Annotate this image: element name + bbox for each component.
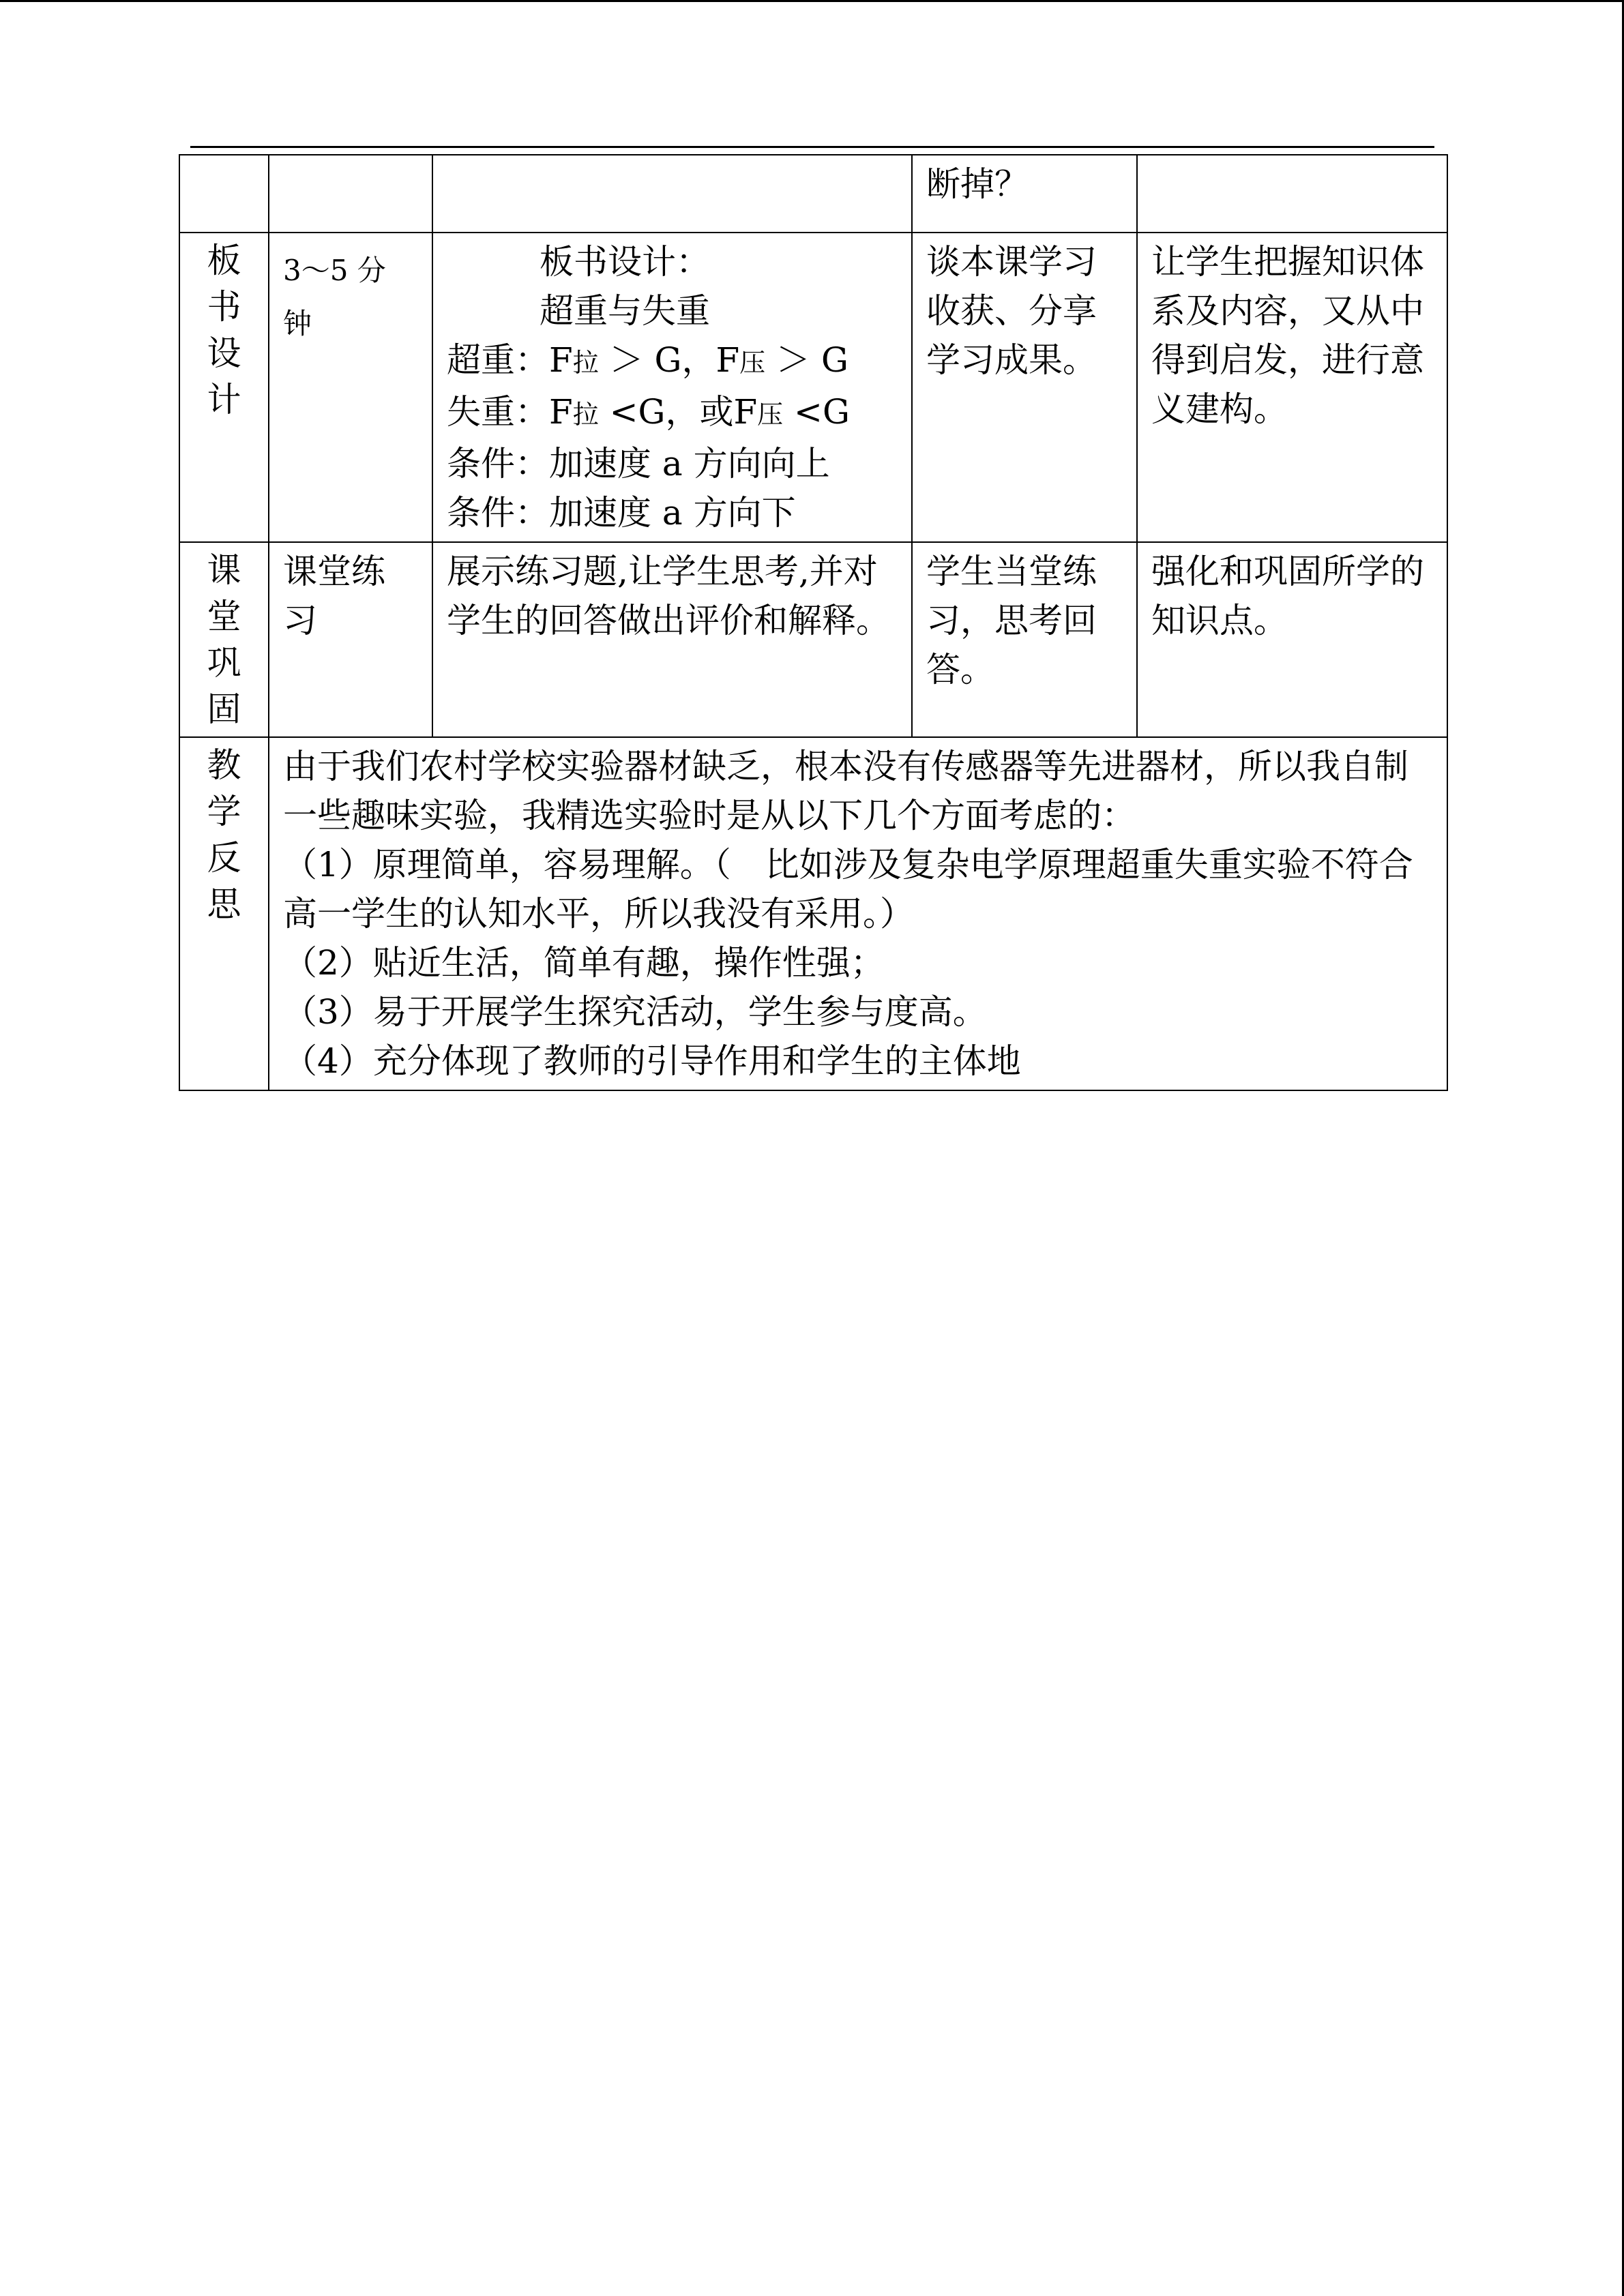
table-row-reflection xyxy=(179,737,1447,1090)
section-label-board-design: 板书设计 xyxy=(207,241,241,419)
cell-board-content xyxy=(432,233,912,542)
time-label: 课堂练习 xyxy=(283,552,385,640)
section-label-reflection: 教学反思 xyxy=(207,745,241,924)
cell-student-activity xyxy=(912,542,1137,737)
reflection-point-3: （3）易于开展学生探究活动，学生参与度高。 xyxy=(283,992,987,1032)
header-rule xyxy=(190,146,1434,148)
cell-reflection-content xyxy=(269,737,1447,1090)
design-intent-text: 让学生把握知识体系及内容，又从中得到启发，进行意义建构。 xyxy=(1151,242,1424,429)
reflection-paragraph-intro: 由于我们农村学校实验器材缺乏，根本没有传感器等先进器材，所以我自制一些趣味实验，我精选实验时是从以下几个方面考虑的： xyxy=(283,747,1408,835)
design-intent-text: 强化和巩固所学的知识点。 xyxy=(1151,552,1424,640)
cell-intent-empty xyxy=(1137,155,1447,233)
cell-design-intent xyxy=(1137,542,1447,737)
table-row-board-design xyxy=(179,233,1447,542)
cell-label-empty xyxy=(179,155,269,233)
cell-practice-content xyxy=(432,542,912,737)
cell-section-label xyxy=(179,233,269,542)
board-line-condition-down: 条件：加速度 a 方向下 xyxy=(447,493,796,533)
student-activity-text: 学生当堂练习，思考回答。 xyxy=(926,552,1097,689)
reflection-point-4: （4）充分体现了教师的引导作用和学生的主体地 xyxy=(283,1041,1021,1081)
board-title: 超重与失重 xyxy=(540,291,710,331)
practice-content-text: 展示练习题,让学生思考,并对学生的回答做出评价和解释。 xyxy=(447,552,890,640)
table-row-continued xyxy=(179,155,1447,233)
cell-content-empty xyxy=(432,155,912,233)
cell-section-label xyxy=(179,737,269,1090)
cell-student-continued xyxy=(912,155,1137,233)
reflection-point-1: （1）原理简单，容易理解。（ 比如涉及复杂电学原理超重失重实验不符合高一学生的认知水平，所以我没有采用。） xyxy=(283,845,1413,934)
board-heading: 板书设计： xyxy=(540,242,710,282)
board-line-condition-up: 条件：加速度 a 方向向上 xyxy=(447,444,830,483)
student-activity-text: 谈本课学习收获、分享学习成果。 xyxy=(926,242,1097,380)
cell-student-activity xyxy=(912,233,1137,542)
table-row-practice xyxy=(179,542,1447,737)
board-line-overweight: 超重：F拉 ＞ G，F压 ＞ G xyxy=(447,340,848,380)
time-label: 3～5 分钟 xyxy=(283,254,386,340)
cell-time xyxy=(269,233,432,542)
lesson-plan-table xyxy=(179,154,1448,1091)
student-activity-text: 断掉？ xyxy=(926,164,1029,204)
cell-time-empty xyxy=(269,155,432,233)
cell-section-label xyxy=(179,542,269,737)
reflection-point-2: （2）贴近生活，简单有趣，操作性强； xyxy=(283,943,885,983)
section-label-consolidation: 课堂巩固 xyxy=(207,550,241,729)
cell-design-intent xyxy=(1137,233,1447,542)
cell-time xyxy=(269,542,432,737)
page-top-border xyxy=(0,0,1624,2)
board-line-weightless: 失重：F拉 <G，或F压 <G xyxy=(447,392,850,432)
